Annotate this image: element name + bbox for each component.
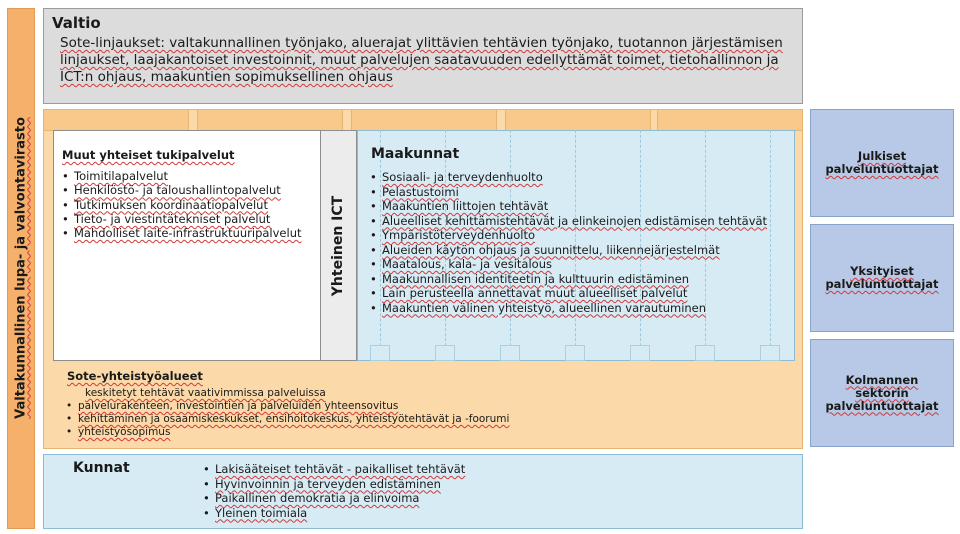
area-tab: [657, 109, 803, 131]
sote-list: [66, 400, 626, 439]
list-item: • Paikallinen demokratia ja elinvoima: [203, 491, 723, 506]
valvontavirasto-label: Valtakunnallinen lupa- ja valvontavirasto: [13, 117, 29, 419]
maakunnat-title: Maakunnat: [371, 146, 460, 162]
cylinder-base: [695, 345, 715, 361]
tukipalvelut-list: [62, 169, 318, 240]
cylinder-base: [565, 345, 585, 361]
sote-title: Sote-yhteistyöalueet: [67, 369, 203, 383]
list-item: • Hyvinvoinnin ja terveyden edistäminen: [203, 477, 723, 492]
cylinder-base: [370, 345, 390, 361]
kunnat-list: [203, 462, 723, 520]
list-item: • Mahdolliset laite-infrastruktuuripalvelut: [62, 226, 318, 240]
list-item: • Tutkimuksen koordinaatiopalvelut: [62, 198, 318, 212]
list-item: • Henkilöstö- ja taloushallintopalvelut: [62, 183, 318, 197]
cylinder-base: [760, 345, 780, 361]
area-tab: [43, 109, 189, 131]
list-item: • Lain perusteella annettavat muut alueelliset palvelut: [370, 286, 790, 301]
maakunnat-list: [370, 170, 790, 315]
valtio-title: Valtio: [52, 14, 101, 32]
list-item: • Ympäristöterveydenhuolto: [370, 228, 790, 243]
list-item: • palvelurakenteen, investointien ja palveluiden yhteensovitus: [66, 400, 626, 413]
list-item: • Yleinen toimiala: [203, 506, 723, 521]
list-item: • yhteistyösopimus: [66, 426, 626, 439]
sote-intro: keskitetyt tehtävät vaativimmissa palveluissa: [85, 387, 326, 399]
cylinder-base: [435, 345, 455, 361]
list-item: • Alueiden käytön ohjaus ja suunnittelu, liikennejärjestelmät: [370, 243, 790, 258]
tukipalvelut-box: [53, 130, 321, 361]
list-item: • Maatalous, kala- ja vesitalous: [370, 257, 790, 272]
tukipalvelut-title: Muut yhteiset tukipalvelut: [62, 148, 235, 162]
kunnat-title: Kunnat: [73, 460, 130, 476]
area-tab: [505, 109, 651, 131]
ict-label: Yhteinen ICT: [330, 195, 346, 297]
list-item: • Alueelliset kehittämistehtävät ja elinkeinojen edistämisen tehtävät: [370, 214, 790, 229]
area-tab: [351, 109, 497, 131]
list-item: • Maakunnallisen identiteetin ja kulttuurin edistäminen: [370, 272, 790, 287]
area-tab: [197, 109, 343, 131]
list-item: • Lakisääteiset tehtävät - paikalliset tehtävät: [203, 462, 723, 477]
yksityiset-palveluntuottajat: Yksityiset palveluntuottajat: [810, 224, 954, 332]
list-item: • Pelastustoimi: [370, 185, 790, 200]
cylinder-base: [630, 345, 650, 361]
valtio-text: Sote-linjaukset: valtakunnallinen työnjako, aluerajat ylittävien tehtävien työnjako, tuotannon järjestämisen linjaukset, laajakantoiset investoinnit, muut palvelujen saatavuuden edellyttämät toimet, tietohallinnon ja ICT:n ohjaus, maakuntien sopimuksellinen ohjaus: [60, 35, 783, 85]
list-item: • Toimitilapalvelut: [62, 169, 318, 183]
kolmannen-sektorin-palveluntuottajat: Kolmannen sektorin palveluntuottajat: [810, 339, 954, 447]
list-item: • Sosiaali- ja terveydenhuolto: [370, 170, 790, 185]
list-item: • Tieto- ja viestintätekniset palvelut: [62, 212, 318, 226]
cylinder-base: [500, 345, 520, 361]
list-item: • kehittäminen ja osaamiskeskukset, ensihoitokeskus, yhteistyötehtävät ja -foorumi: [66, 413, 626, 426]
julkiset-palveluntuottajat: Julkiset palveluntuottajat: [810, 109, 954, 217]
list-item: • Maakuntien liittojen tehtävät: [370, 199, 790, 214]
list-item: • Maakuntien välinen yhteistyö, alueellinen varautuminen: [370, 301, 790, 316]
